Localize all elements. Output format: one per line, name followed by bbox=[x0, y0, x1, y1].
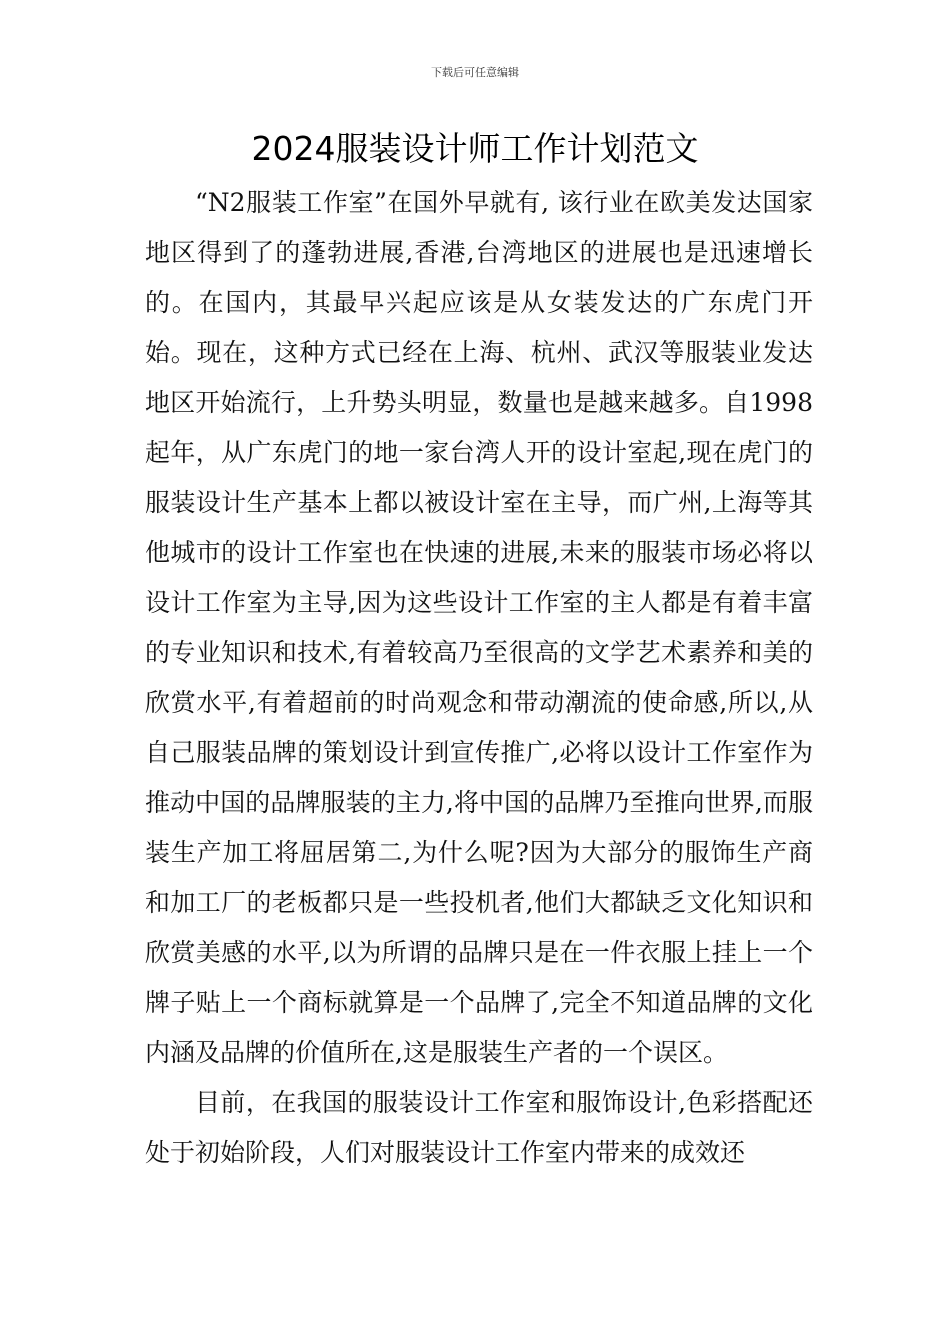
header-note: 下载后可任意编辑 bbox=[431, 66, 519, 79]
paragraph-1: “N2服装工作室”在国外早就有, 该行业在欧美发达国家地区得到了的蓬勃进展,香港,台湾地区的进展也是迅速增长的。在国内，其最早兴起应该是从女装发达的广东虎门开始。现在，这种方式已经在上海、杭州、武汉等服装业发达地区开始流行，上升势头明显，数量也是越来越多。自1998起年，从广东虎门的地一家台湾人开的设计室起,现在虎门的服装设计生产基本上都以被设计室在主导，而广州,上海等其他城市的设计工作室也在快速的进展,未来的服装市场必将以设计工作室为主导,因为这些设计工作室的主人都是有着丰富的专业知识和技术,有着较高乃至很高的文学艺术素养和美的欣赏水平,有着超前的时尚观念和带动潮流的使命感,所以,从自己服装品牌的策划设计到宣传推广,必将以设计工作室作为推动中国的品牌服装的主力,将中国的品牌乃至推向世界,而服装生产加工将屈居第二,为什么呢?因为大部分的服饰生产商和加工厂的老板都只是一些投机者,他们大都缺乏文化知识和欣赏美感的水平,以为所谓的品牌只是在一件衣服上挂上一个牌子贴上一个商标就算是一个品牌了,完全不知道品牌的文化内涵及品牌的价值所在,这是服装生产者的一个误区。 bbox=[145, 188, 813, 1067]
document-body bbox=[145, 178, 813, 1178]
page-title: 2024服装设计师工作计划范文 bbox=[251, 129, 699, 168]
paragraph-2: 目前，在我国的服装设计工作室和服饰设计,色彩搭配还处于初始阶段，人们对服装设计工作室内带来的成效还 bbox=[145, 1088, 813, 1167]
